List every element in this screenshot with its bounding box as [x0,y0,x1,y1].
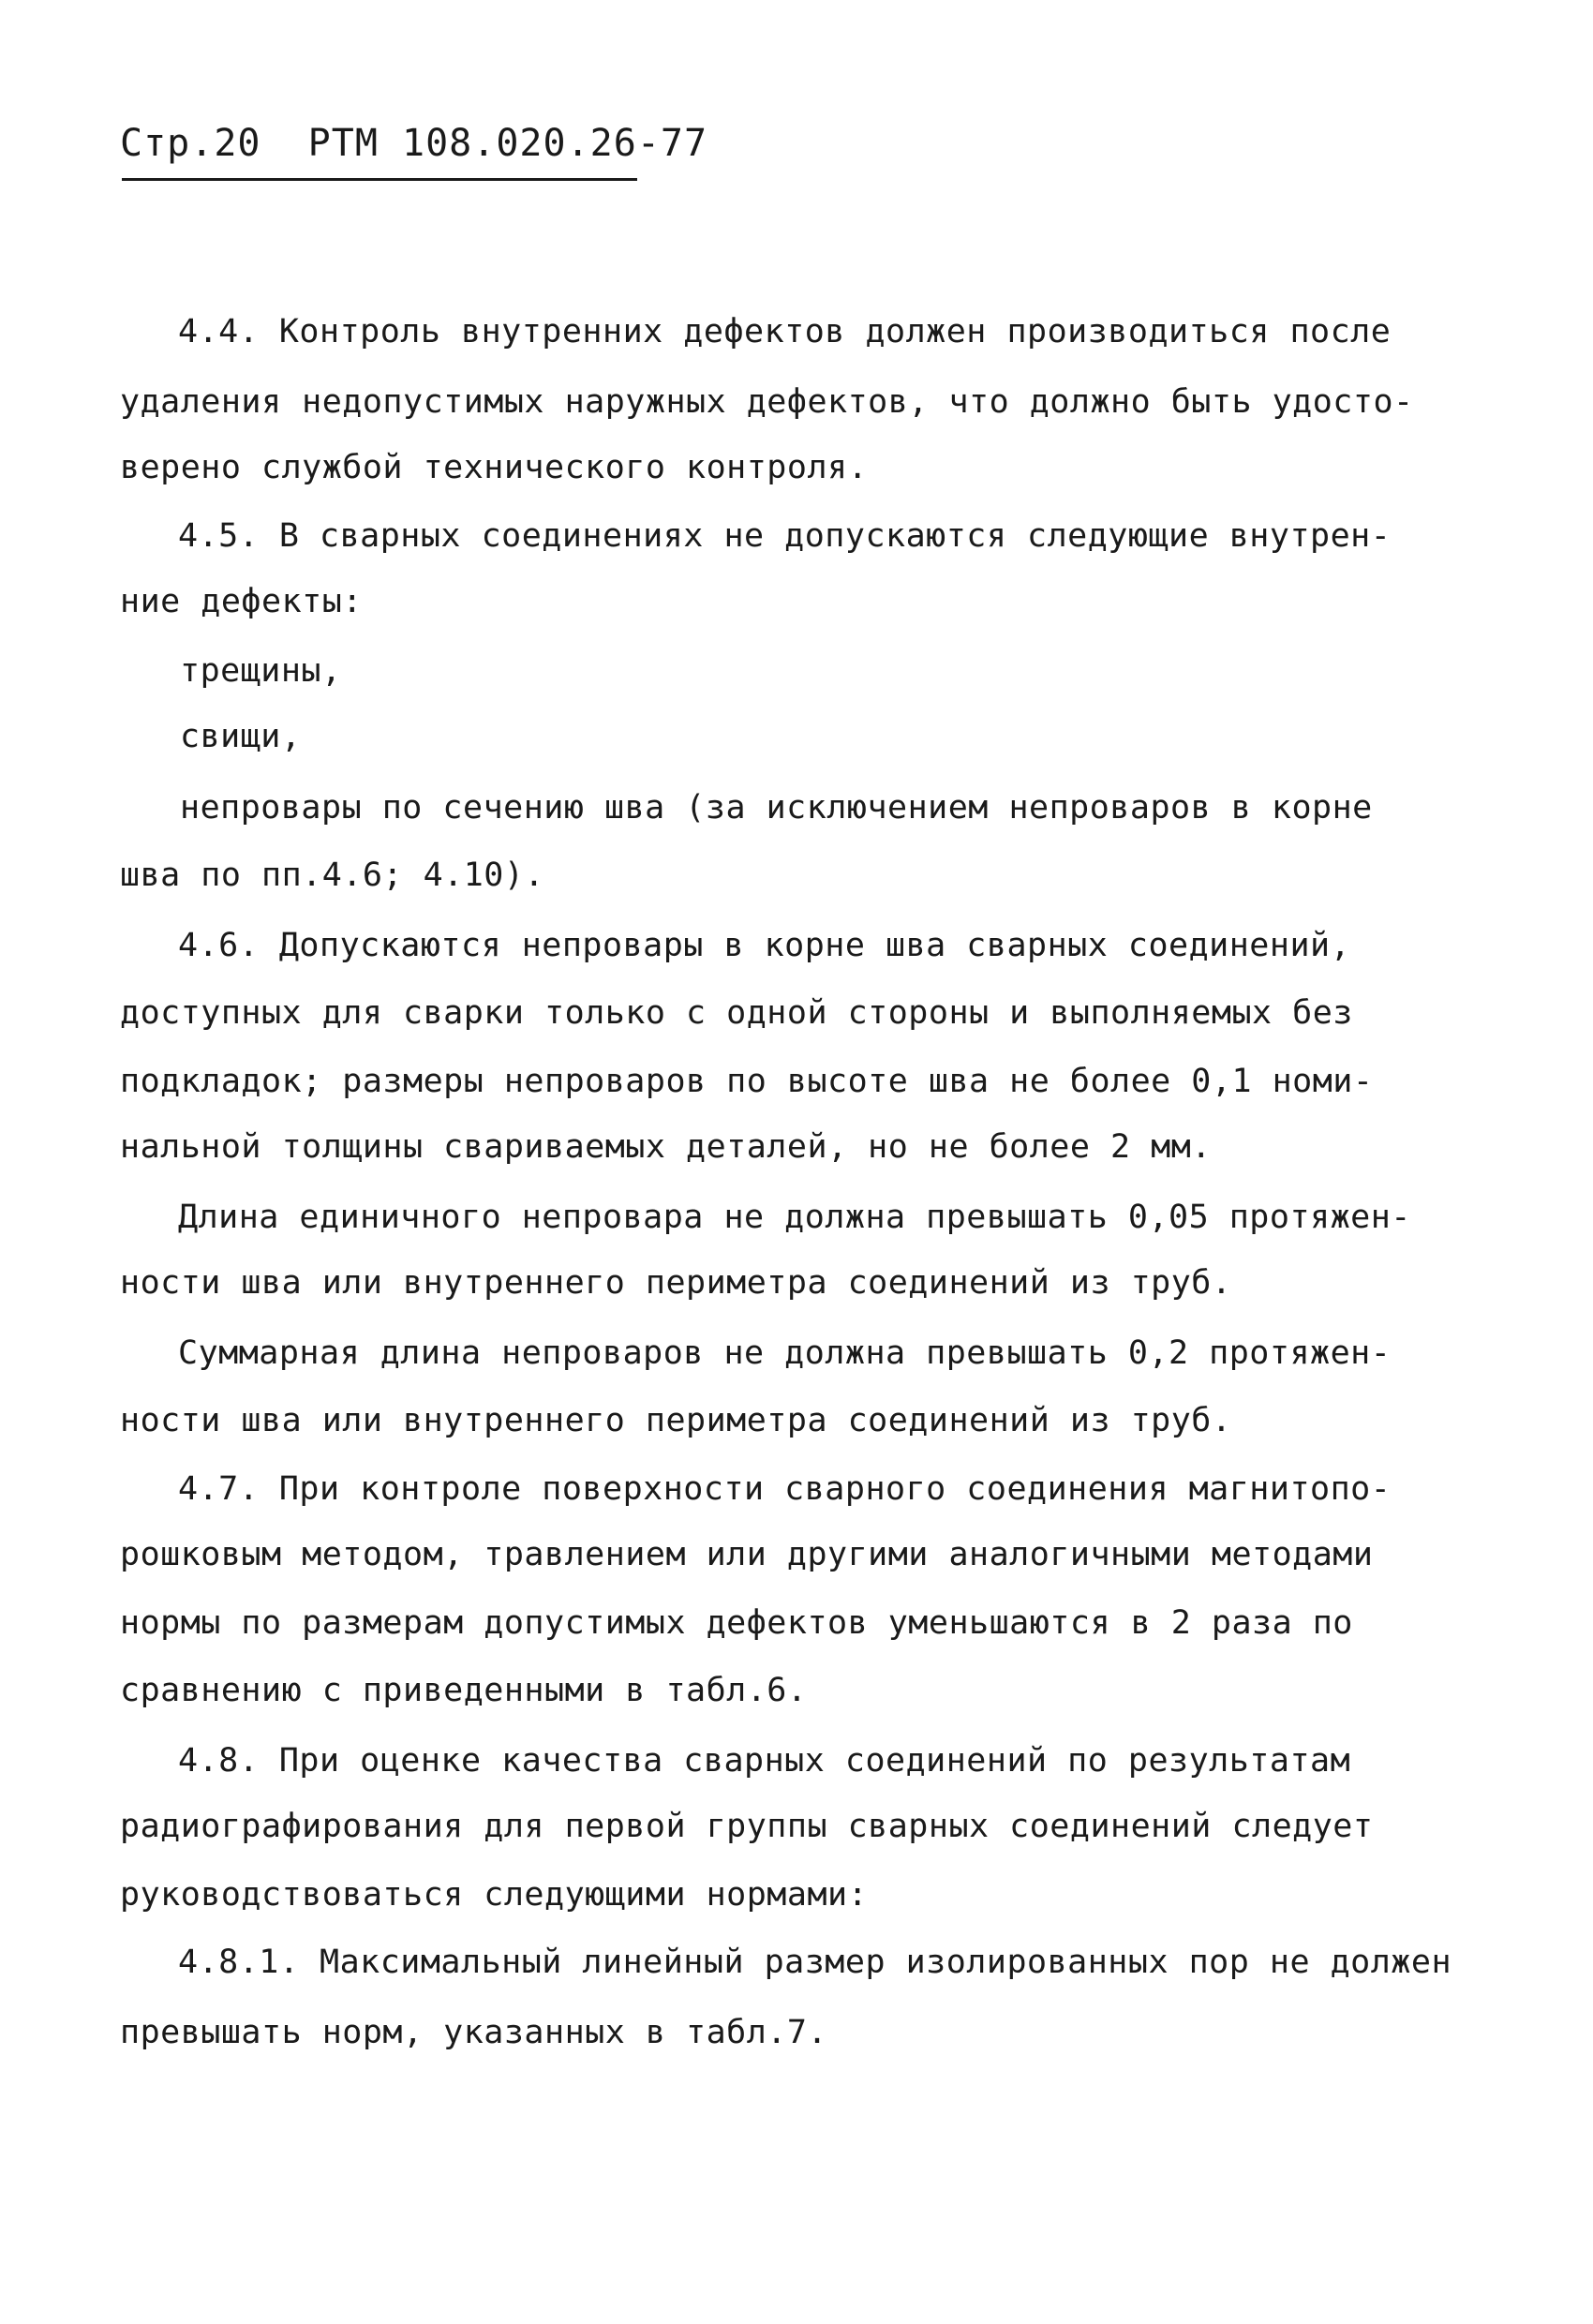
text-line: подкладок; размеры непроваров по высоте шва не более 0,1 номи- [120,1063,1374,1100]
page-number: Стр.20 [120,122,261,165]
page-header [120,120,707,167]
document-code: РТМ 108.020.26-77 [307,122,708,165]
text-line: радиографирования для первой группы сварных соединений следует [120,1808,1374,1845]
text-line: 4.8.1. Максимальный линейный размер изолированных пор не должен [178,1944,1452,1981]
text-line: 4.5. В сварных соединениях не допускаются следующие внутрен- [178,517,1392,555]
header-underline [122,178,637,181]
text-line: нормы по размерам допустимых дефектов уменьшаются в 2 раза по [120,1604,1353,1642]
text-line: нальной толщины свариваемых деталей, но не более 2 мм. [120,1128,1212,1166]
text-line: превышать норм, указанных в табл.7. [120,2014,828,2051]
text-line: верено службой технического контроля. [120,449,869,486]
text-line: ности шва или внутреннего периметра соединений из труб. [120,1264,1232,1302]
text-line: рошковым методом, травлением или другими аналогичными методами [120,1536,1374,1573]
text-line: свищи, [180,718,302,755]
text-line: непровары по сечению шва (за исключением непроваров в корне [180,789,1373,827]
text-line: удаления недопустимых наружных дефектов, что должно быть удосто- [120,383,1414,421]
text-line: ности шва или внутреннего периметра соединений из труб. [120,1402,1232,1439]
text-line: доступных для сварки только с одной стороны и выполняемых без [120,994,1353,1032]
text-line: руководствоваться следующими нормами: [120,1876,869,1914]
text-line: 4.4. Контроль внутренних дефектов должен производиться после [178,313,1392,350]
text-line: шва по пп.4.6; 4.10). [120,857,545,894]
text-line: Суммарная длина непроваров не должна превышать 0,2 протяжен- [178,1334,1392,1372]
text-line: трещины, [180,652,342,690]
text-line: ние дефекты: [120,583,363,620]
text-line: 4.7. При контроле поверхности сварного соединения магнитопо- [178,1470,1392,1508]
text-line: сравнению с приведенными в табл.6. [120,1672,808,1709]
text-line: 4.8. При оценке качества сварных соединений по результатам [178,1742,1351,1780]
text-line: 4.6. Допускаются непровары в корне шва сварных соединений, [178,927,1351,964]
text-line: Длина единичного непровара не должна превышать 0,05 протяжен- [178,1199,1411,1236]
